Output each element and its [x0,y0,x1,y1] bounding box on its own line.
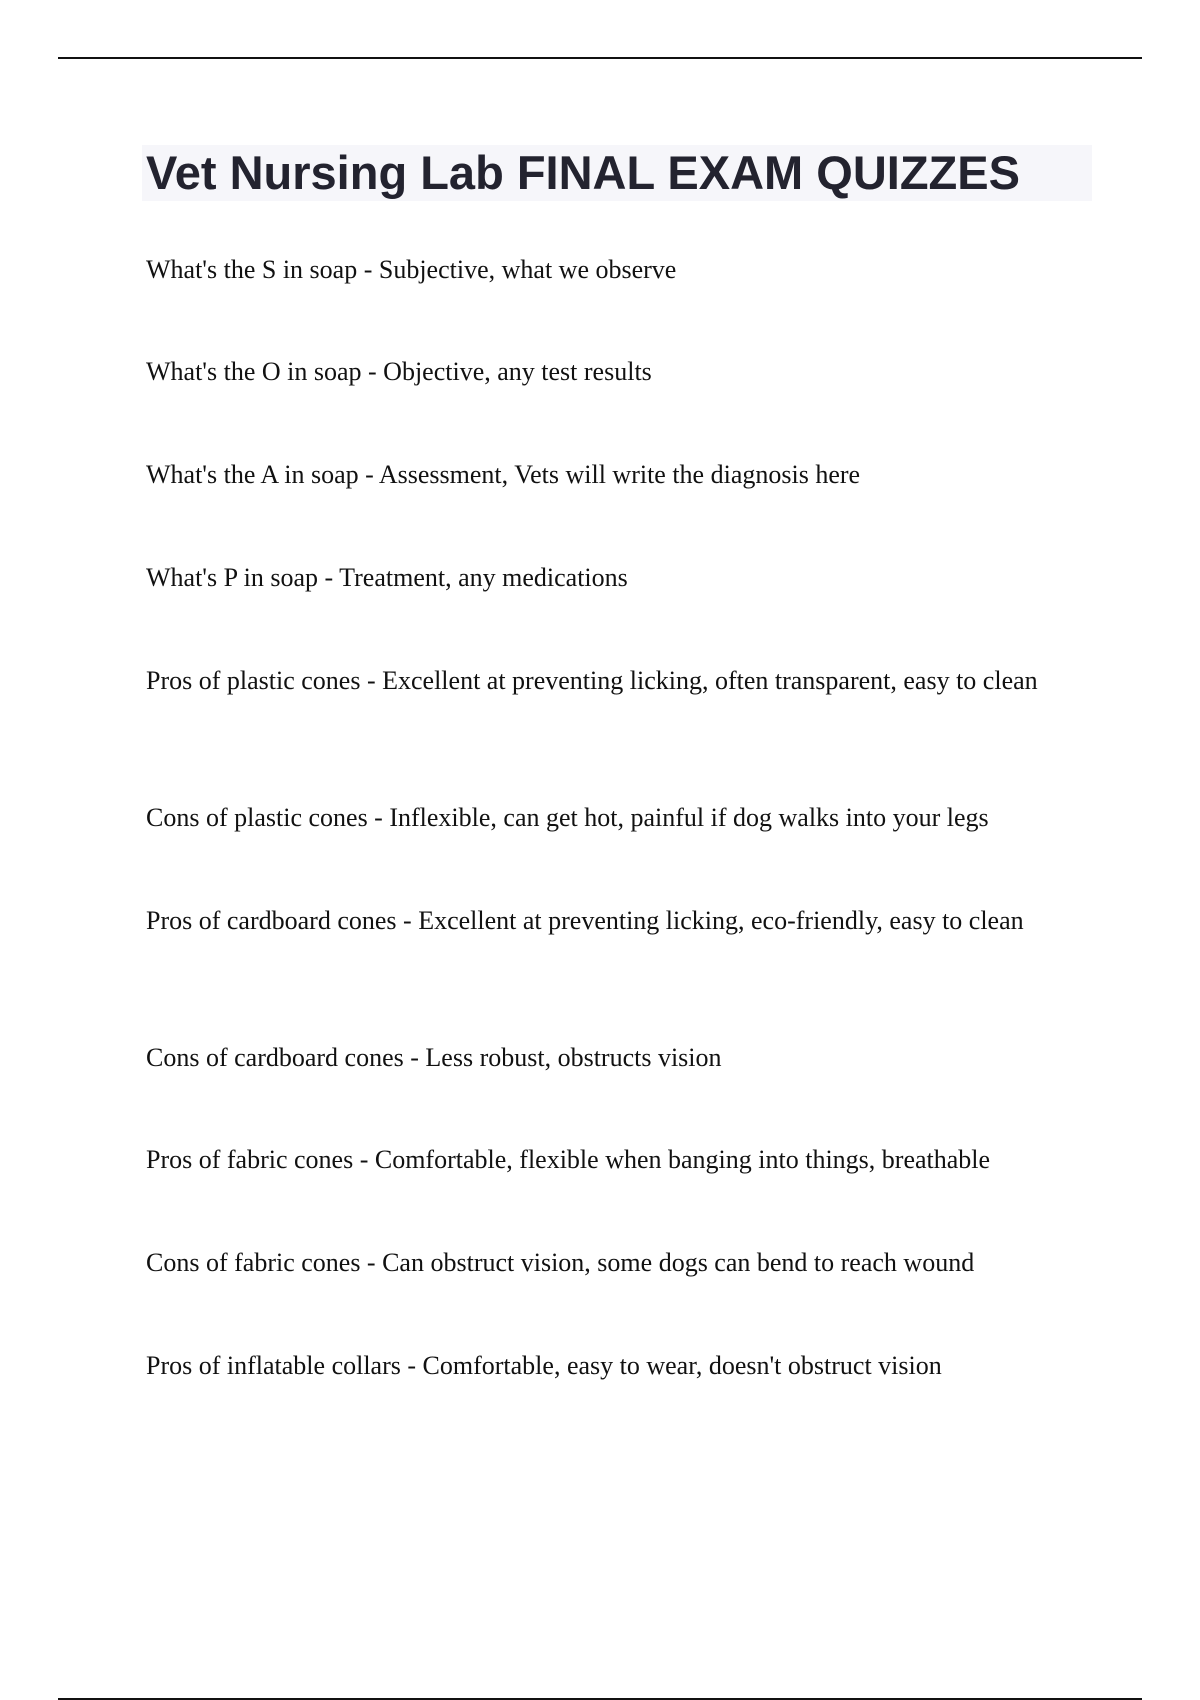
qa-item-cardboard-pros: Pros of cardboard cones - Excellent at preventing licking, eco-friendly, easy to clean [146,906,1024,935]
qa-item-plastic-cons: Cons of plastic cones - Inflexible, can get hot, painful if dog walks into your legs [146,803,989,832]
top-divider [58,57,1142,59]
qa-item-inflatable-pros: Pros of inflatable collars - Comfortable, easy to wear, doesn't obstruct vision [146,1351,942,1380]
qa-item-fabric-pros: Pros of fabric cones - Comfortable, flexible when banging into things, breathable [146,1145,991,1174]
qa-item-plastic-pros: Pros of plastic cones - Excellent at preventing licking, often transparent, easy to clean [146,666,1038,695]
document-title: Vet Nursing Lab FINAL EXAM QUIZZES [146,146,1020,199]
qa-item-objective: What's the O in soap - Objective, any test results [146,357,652,386]
qa-item-plan: What's P in soap - Treatment, any medications [146,563,628,592]
qa-item-subjective: What's the S in soap - Subjective, what we observe [146,255,677,284]
qa-item-assessment: What's the A in soap - Assessment, Vets will write the diagnosis here [146,460,861,489]
qa-item-cardboard-cons: Cons of cardboard cones - Less robust, obstructs vision [146,1043,722,1072]
qa-item-fabric-cons: Cons of fabric cones - Can obstruct vision, some dogs can bend to reach wound [146,1248,975,1277]
